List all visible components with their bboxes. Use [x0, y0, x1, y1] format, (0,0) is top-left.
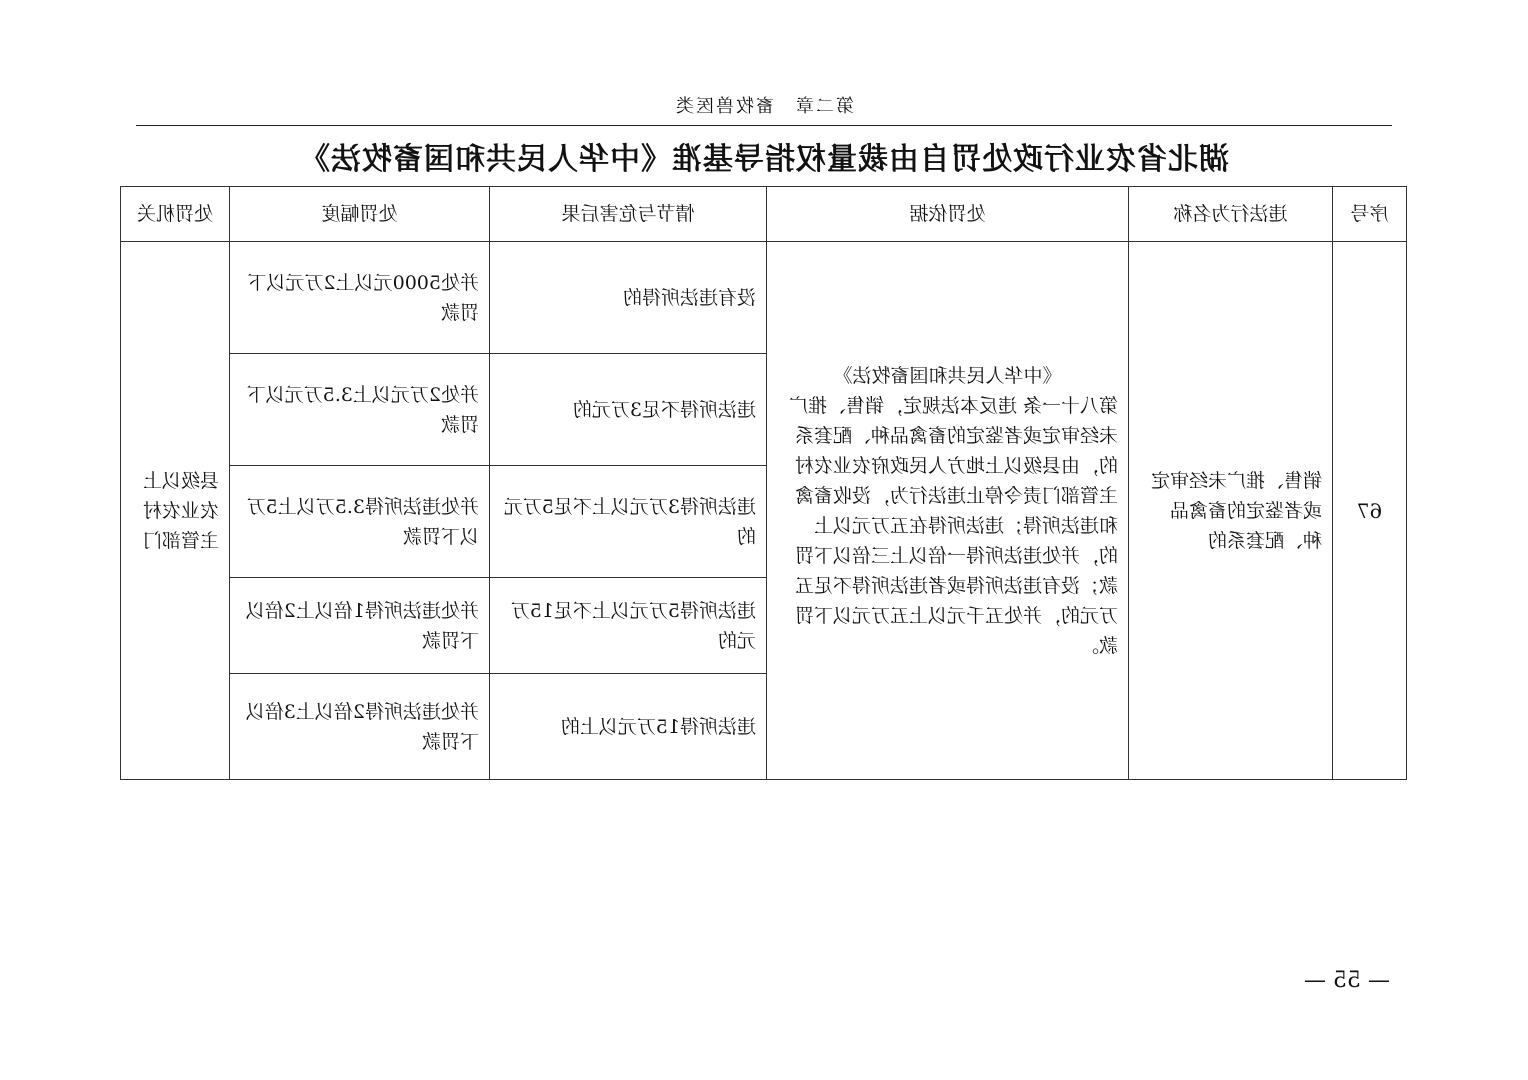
violation-name-cell: 销售、推广未经审定或者鉴定的畜禽品种、配套系的 — [1129, 242, 1333, 780]
seq-cell: 67 — [1333, 242, 1407, 780]
range-cell: 并处5000元以上2万元以下罚款 — [230, 242, 490, 354]
basis-cell — [767, 242, 1129, 780]
header-violation: 违法行为名称 — [1129, 187, 1333, 242]
table-header-row — [121, 187, 1407, 242]
circumstance-cell: 违法所得不足3万元的 — [490, 354, 767, 466]
running-head: 第二章 畜牧兽医类 — [674, 96, 854, 117]
table-row — [121, 242, 1407, 354]
basis-article-text: 第八十一条 违反本法规定，销售、推广未经审定或者鉴定的畜禽品种、配套系的，由县级以上地方人民政府农业农村主管部门责令停止违法行为，没收畜禽和违法所得；违法所得在五万元以上的，并处违法所得一倍以上三倍以下罚款；没有违法所得或者违法所得不足五万元的，并处五千元以上五万元以下罚款。 — [788, 394, 1118, 657]
penalty-standard-table — [120, 186, 1407, 780]
circumstance-cell: 没有违法所得的 — [490, 242, 767, 354]
header-range: 处罚幅度 — [230, 187, 490, 242]
basis-law-name: 《中华人民共和国畜牧法》 — [833, 364, 1062, 387]
circumstance-cell: 违法所得5万元以上不足15万元的 — [490, 578, 767, 674]
authority-cell: 县级以上农业农村主管部门 — [121, 242, 230, 780]
page-number: — 55 — — [1304, 968, 1390, 993]
range-cell: 并处2万元以上3.5万元以下罚款 — [230, 354, 490, 466]
circumstance-cell: 违法所得3万元以上不足5万元的 — [490, 466, 767, 578]
header-seq: 序号 — [1333, 187, 1407, 242]
header-circumstance: 情节与危害后果 — [490, 187, 767, 242]
document-title: 湖北省农业行政处罚自由裁量权指导基准《中华人民共和国畜牧法》 — [299, 142, 1229, 177]
range-cell: 并处违法所得3.5万以上5万以下罚款 — [230, 466, 490, 578]
header-authority: 处罚机关 — [121, 187, 230, 242]
range-cell: 并处违法所得1倍以上2倍以下罚款 — [230, 578, 490, 674]
header-basis: 处罚依据 — [767, 187, 1129, 242]
circumstance-cell: 违法所得15万元以上的 — [490, 674, 767, 780]
header-divider — [136, 125, 1392, 126]
range-cell: 并处违法所得2倍以上3倍以下罚款 — [230, 674, 490, 780]
